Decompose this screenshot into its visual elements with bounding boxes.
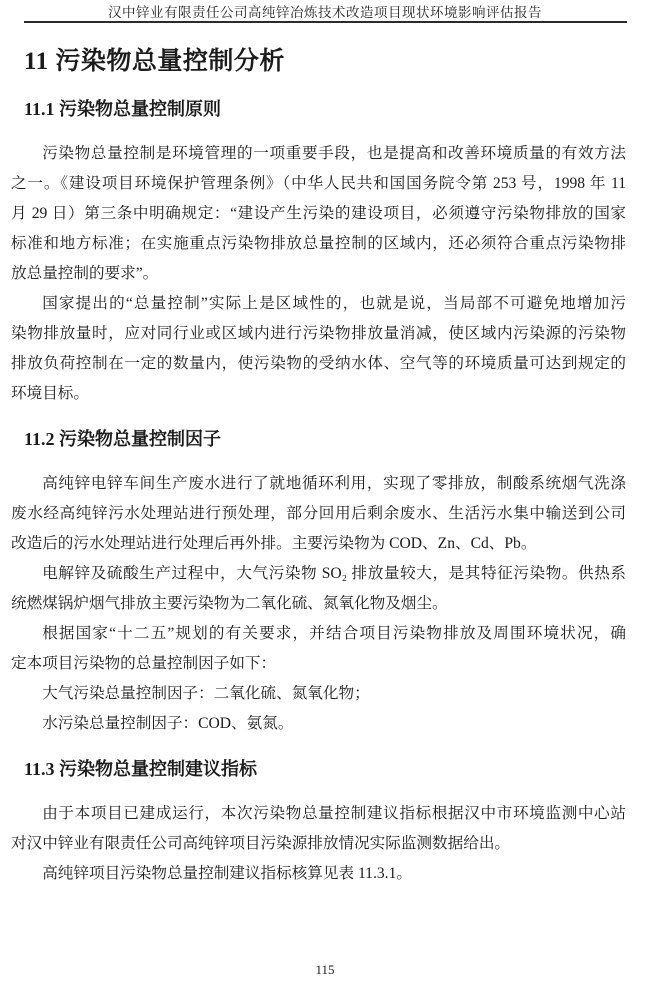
paragraph [11,709,626,739]
paragraph [11,139,626,289]
text-line: 放总量控制的要求”。 [11,265,159,282]
text-line: 排放负荷控制在一定的数量内，使污染物的受纳水体、空气等的环境质量可达到规定的 [11,355,626,372]
text-line: 染物排放量时，应对同行业或区域内进行污染物排放量消减，使区域内污染源的污染物 [11,325,626,342]
page-footer [0,962,650,978]
text-line: 高纯锌项目污染物总量控制建议指标核算见表 11.3.1。 [42,865,412,882]
text-line: 由于本项目已建成运行，本次污染物总量控制建议指标根据汉中市环境监测中心站 [42,805,626,822]
text-line: 国家提出的“总量控制”实际上是区域性的，也就是说，当局部不可避免地增加污 [42,295,626,312]
text-line: 大气污染总量控制因子：二氧化硫、氮氧化物； [42,685,370,702]
text-line: 统燃煤锅炉烟气排放主要污染物为二氧化硫、氮氧化物及烟尘。 [11,595,448,612]
page-number: 115 [315,962,335,977]
document-body [0,45,650,889]
paragraph [11,289,626,409]
page-header [0,0,650,23]
text-line: 根据国家“十二五”规划的有关要求，并结合项目污染物排放及周围环境状况，确 [42,625,626,642]
section-heading: 11.3 污染物总量控制建议指标 [24,759,258,779]
paragraph [11,679,626,709]
text-line: 标准和地方标准；在实施重点污染物排放总量控制的区域内，还必须符合重点污染物排 [11,235,626,252]
paragraph [11,619,626,679]
text-line: 污染物总量控制是环境管理的一项重要手段，也是提高和改善环境质量的有效方法 [42,145,626,162]
text-line: 改造后的污水处理站进行处理后再外排。主要污染物为 COD、Zn、Cd、Pb。 [11,535,537,552]
text-line: 高纯锌电锌车间生产废水进行了就地循环利用，实现了零排放，制酸系统烟气洗涤 [42,475,626,492]
paragraph [11,859,626,889]
section-heading: 11.2 污染物总量控制因子 [24,429,222,449]
text-line: 之一。《建设项目环境保护管理条例》（中华人民共和国国务院令第 253 号，1998 年 11 [11,175,626,192]
text-line: 定本项目污染物的总量控制因子如下： [11,655,277,672]
section-heading: 11.1 污染物总量控制原则 [24,99,222,119]
paragraph [11,469,626,559]
chapter-title: 11 污染物总量控制分析 [24,48,285,75]
text-line: 水污染总量控制因子：COD、氨氮。 [42,715,294,732]
text-line: 废水经高纯锌污水处理站进行预处理，部分回用后剩余废水、生活污水集中输送到公司 [11,505,626,522]
header-rule [24,21,627,23]
content-blocks [11,97,626,889]
paragraph [11,799,626,859]
text-line: 环境目标。 [11,385,89,402]
paragraph [11,559,626,619]
running-header-text: 汉中锌业有限责任公司高纯锌冶炼技术改造项目现状环境影响评估报告 [108,5,542,20]
text-line: 月 29 日）第三条中明确规定：“建设产生污染的建设项目，必须遵守污染物排放的国家 [11,205,626,222]
text-line: 电解锌及硫酸生产过程中，大气污染物 SO₂ 排放量较大，是其特征污染物。供热系 [42,565,626,582]
text-line: 对汉中锌业有限责任公司高纯锌项目污染源排放情况实际监测数据给出。 [11,835,511,852]
